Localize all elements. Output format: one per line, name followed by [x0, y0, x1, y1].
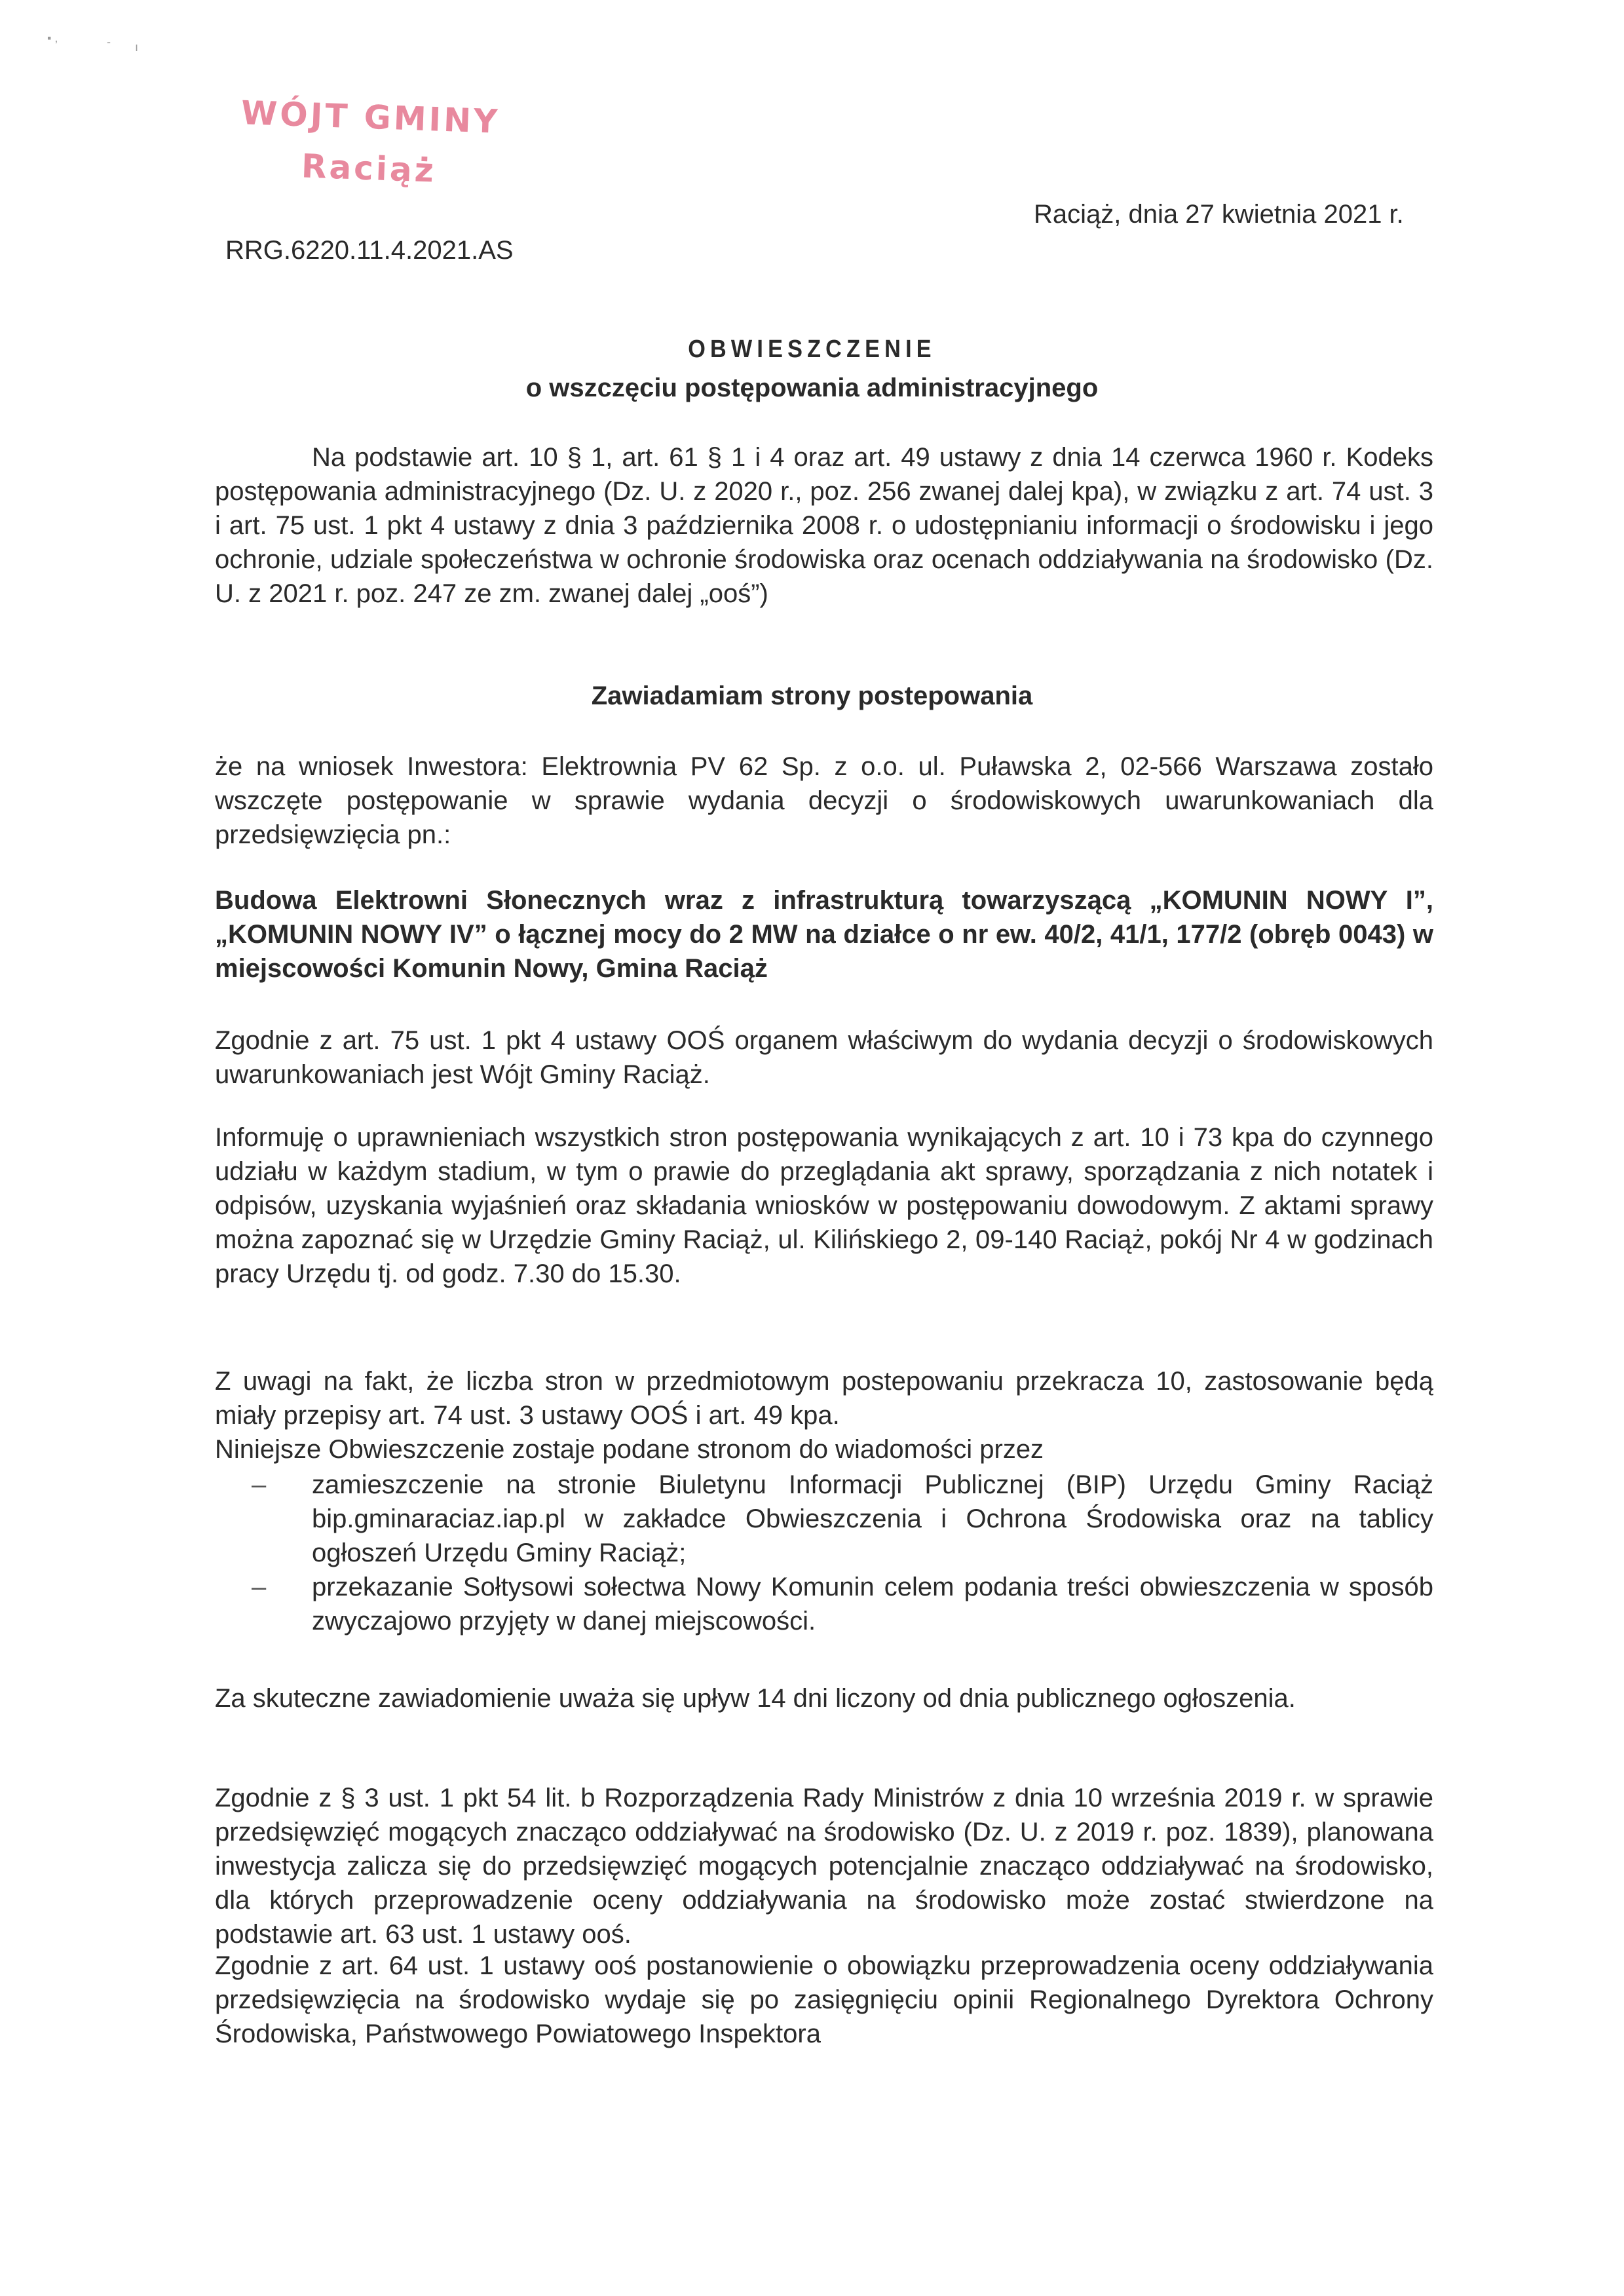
- document-title: OBWIESZCZENIE: [688, 335, 936, 363]
- effective-notice-paragraph: Za skuteczne zawiadomienie uważa się upływ 14 dni liczony od dnia publicznego ogłoszenia.: [215, 1684, 1296, 1713]
- legal-basis-paragraph: Na podstawie art. 10 § 1, art. 61 § 1 i 4 oraz art. 49 ustawy z dnia 14 czerwca 1960 r. Kodeks postępowania administracyjnego (Dz. U. z 2020 r., poz. 256 zwanej dalej kpa), w związku z art. 74 ust. 3 i art. 75 ust. 1 pkt 4 ustawy z dnia 3 października 2008 r. o udostępnianiu informacji o środowisku i jego ochronie, udziale społeczeństwa w ochronie środowiska oraz ocenach oddziaływania na środowisko (Dz. U. z 2021 r. poz. 247 ze zm. zwanej dalej „ooś”): [215, 443, 1433, 608]
- delivery-intro: Niniejsze Obwieszczenie zostaje podane stronom do wiadomości przez: [215, 1435, 1044, 1464]
- parties-count-paragraph: Z uwagi na fakt, że liczba stron w przedmiotowym postepowaniu przekracza 10, zastosowanie będą miały przepisy art. 74 ust. 3 ustawy OOŚ i art. 49 kpa.: [215, 1367, 1433, 1430]
- authority-paragraph: Zgodnie z art. 75 ust. 1 pkt 4 ustawy OOŚ organem właściwym do wydania decyzji o środowiskowych uwarunkowaniach jest Wójt Gminy Raciąż.: [215, 1026, 1433, 1089]
- office-stamp-line2: Raciąż: [301, 147, 437, 190]
- office-stamp-line1: WÓJT GMINY: [240, 94, 501, 141]
- scan-artifact: ı: [135, 41, 139, 54]
- dash-bullet-icon: –: [252, 1470, 267, 1499]
- delivery-list-item: [215, 1570, 1433, 1638]
- delivery-item-text: zamieszczenie na stronie Biuletynu Informacji Publicznej (BIP) Urzędu Gminy Raciąż bip.gminaraciaz.iap.pl w zakładce Obwieszczenia i Ochrona Środowiska oraz na tablicy ogłoszeń Urzędu Gminy Raciąż;: [312, 1470, 1433, 1567]
- regulation-paragraph: Zgodnie z § 3 ust. 1 pkt 54 lit. b Rozporządzenia Rady Ministrów z dnia 10 września 2019 r. w sprawie przedsięwzięć mogących znacząco oddziaływać na środowisko (Dz. U. z 2019 r. poz. 1839), planowana inwestycja zalicza się do przedsięwzięć mogących potencjalnie znacząco oddziaływać na środowisko, dla których przeprowadzenie oceny oddziaływania na środowisko może zostać stwierdzone na podstawie art. 63 ust. 1 ustawy ooś.: [215, 1784, 1433, 1949]
- rights-paragraph: Informuję o uprawnieniach wszystkich stron postępowania wynikających z art. 10 i 73 kpa do czynnego udziału w każdym stadium, w tym o prawie do przeglądania akt sprawy, sporządzania z nich notatek i odpisów, uzyskania wyjaśnień oraz składania wniosków w postępowaniu dowodowym. Z aktami sprawy można zapoznać się w Urzędzie Gminy Raciąż, ul. Kilińskiego 2, 09-140 Raciąż, pokój Nr 4 w godzinach pracy Urzędu tj. od godz. 7.30 do 15.30.: [215, 1123, 1433, 1288]
- reference-number: RRG.6220.11.4.2021.AS: [225, 236, 514, 265]
- dash-bullet-icon: –: [252, 1573, 267, 1601]
- delivery-list: [215, 1468, 1433, 1638]
- scan-artifact: -: [107, 35, 111, 48]
- place-and-date: Raciąż, dnia 27 kwietnia 2021 r.: [1034, 200, 1404, 229]
- investor-paragraph: że na wniosek Inwestora: Elektrownia PV 62 Sp. z o.o. ul. Puławska 2, 02-566 Warszawa zostało wszczęte postępowanie w sprawie wydania decyzji o środowiskowych uwarunkowaniach dla przedsięwzięcia pn.:: [215, 752, 1433, 849]
- delivery-item-text: przekazanie Sołtysowi sołectwa Nowy Komunin celem podania treści obwieszczenia w sposób zwyczajowo przyjęty w danej miejscowości.: [312, 1573, 1433, 1636]
- scan-artifact: ▪ ,: [47, 31, 58, 45]
- project-name-paragraph: Budowa Elektrowni Słonecznych wraz z infrastrukturą towarzyszącą „KOMUNIN NOWY I”, „KOMUNIN NOWY IV” o łącznej mocy do 2 MW na działce o nr ew. 40/2, 41/1, 177/2 (obręb 0043) w miejscowości Komunin Nowy, Gmina Raciąż: [215, 886, 1433, 983]
- art64-paragraph: Zgodnie z art. 64 ust. 1 ustawy ooś postanowienie o obowiązku przeprowadzenia oceny oddziaływania przedsięwzięcia na środowisko wydaje się po zasięgnięciu opinii Regionalnego Dyrektora Ochrony Środowiska, Państwowego Powiatowego Inspektora: [215, 1951, 1433, 2048]
- delivery-list-item: [215, 1468, 1433, 1570]
- notice-heading: Zawiadamiam strony postepowania: [591, 681, 1033, 710]
- document-subtitle: o wszczęciu postępowania administracyjnego: [525, 373, 1099, 402]
